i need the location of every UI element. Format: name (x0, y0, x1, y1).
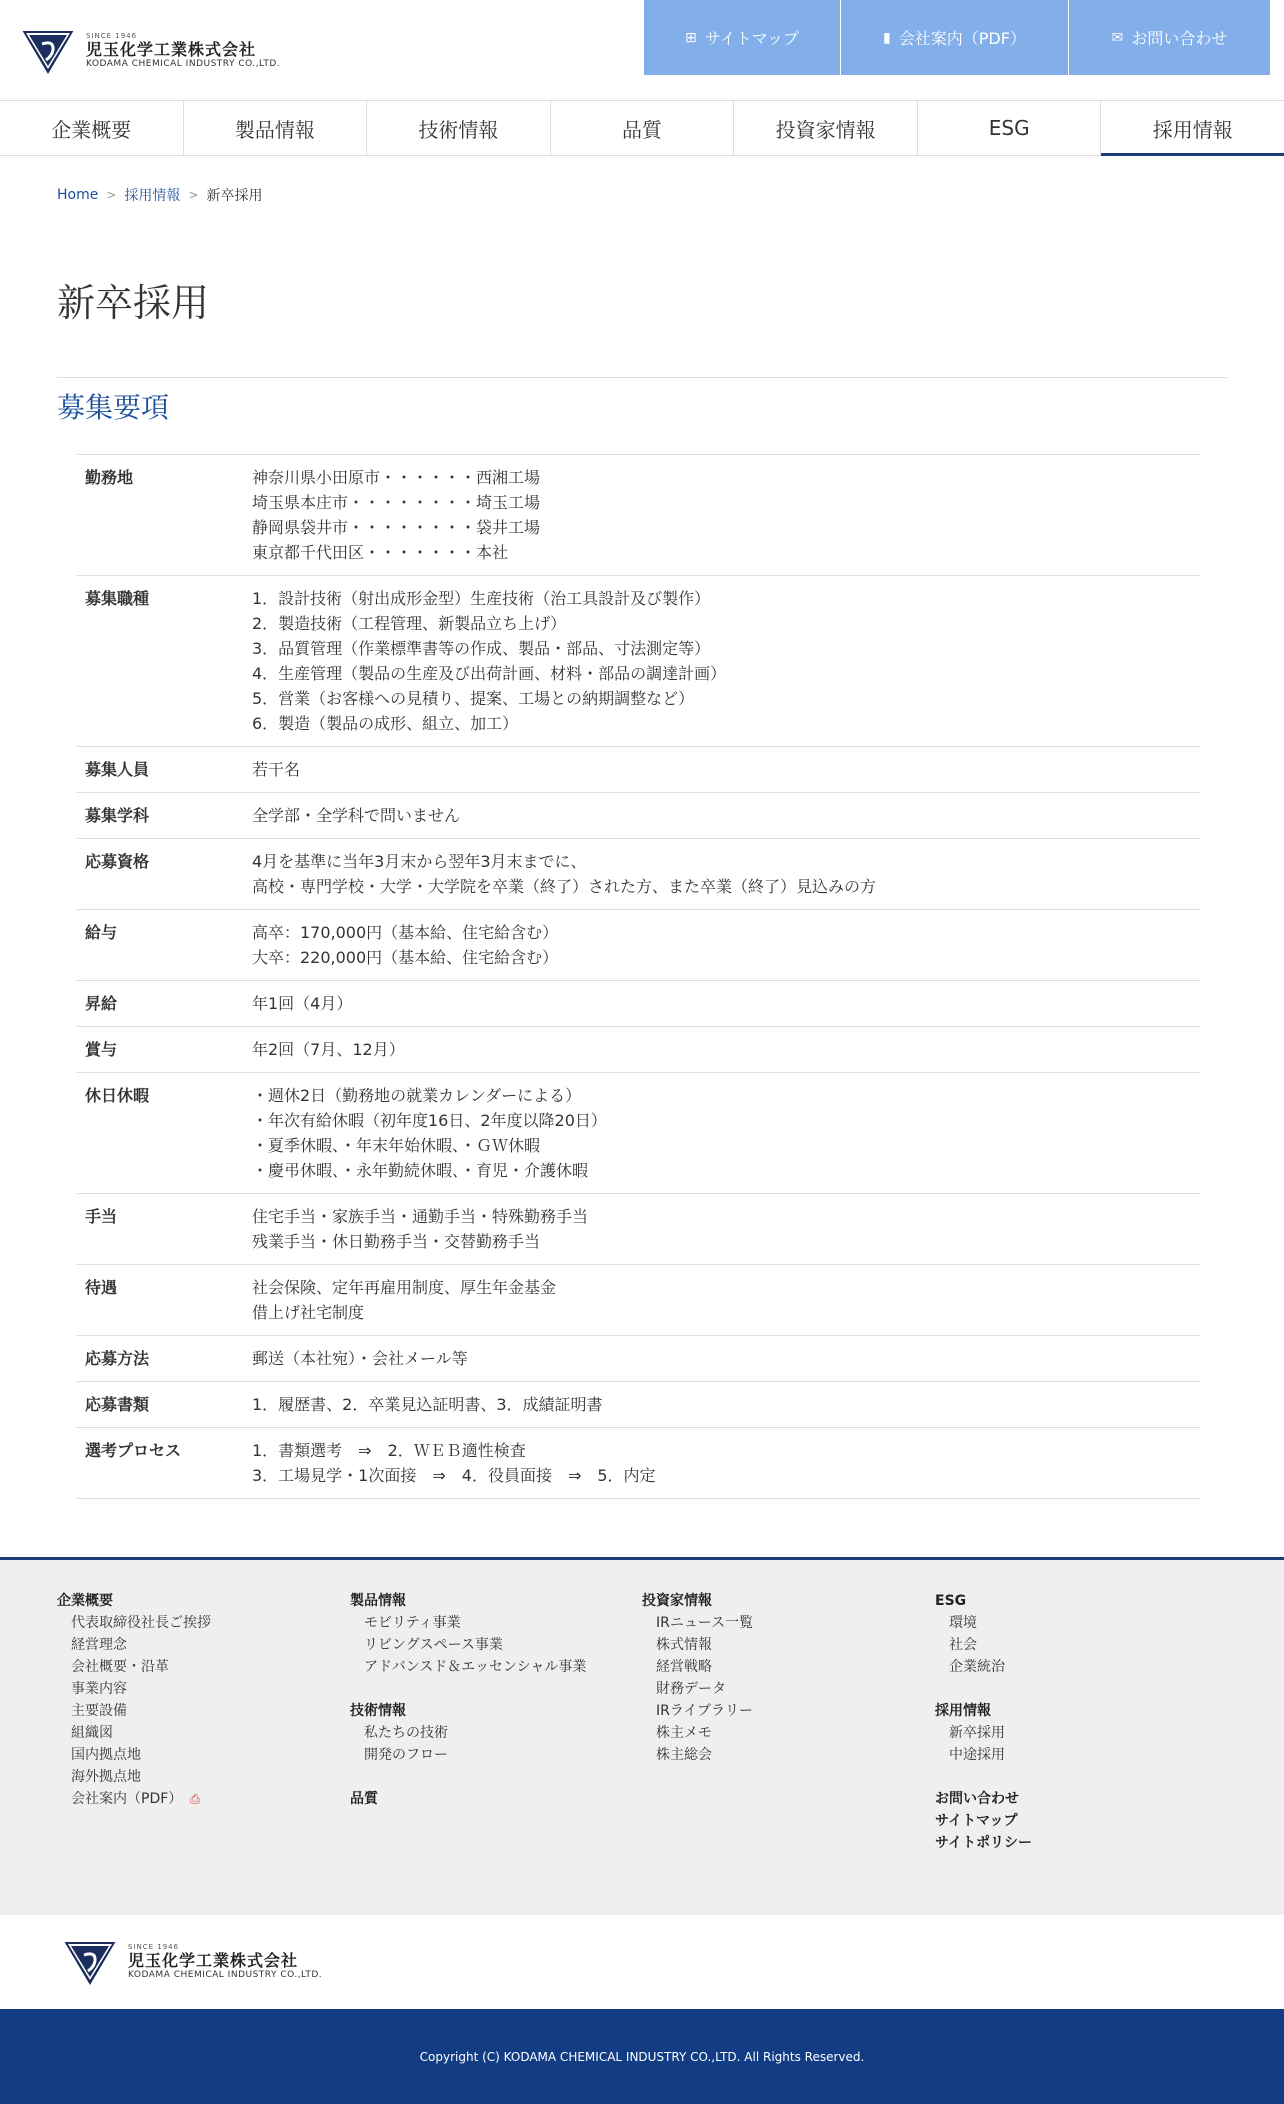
requirements-row (77, 839, 1200, 910)
requirements-value (252, 757, 1200, 782)
requirements-value-line: 1．設計技術（射出成形金型）生産技術（治工具設計及び製作） (252, 589, 711, 608)
mail-icon: ✉ (1111, 29, 1124, 46)
requirements-value (252, 465, 1200, 565)
requirements-value (252, 991, 1200, 1016)
footer-link[interactable] (57, 1722, 211, 1744)
footer-link[interactable] (935, 1744, 1032, 1766)
kodama-logo-icon (20, 24, 76, 76)
requirements-value-line: ・年次有給休暇（初年度16日、2年度以降20日） (252, 1111, 607, 1130)
footer-link[interactable] (935, 1656, 1032, 1678)
requirements-value-line: 5．営業（お客様への見積り、提案、工場との納期調整など） (252, 689, 695, 708)
footer-head-misc[interactable]: サイトポリシー (935, 1835, 1033, 1851)
footer-link[interactable] (642, 1744, 753, 1766)
footer-col-esg (935, 1590, 1032, 1854)
footer-link[interactable] (642, 1612, 753, 1634)
company-pdf-link[interactable] (840, 0, 1068, 75)
footer-link-label: 株主総会 (656, 1747, 712, 1763)
footer-link[interactable] (350, 1656, 586, 1678)
requirements-label: 募集職種 (85, 589, 150, 608)
requirements-label: 応募方法 (85, 1349, 150, 1368)
nav-item-products[interactable]: 製品情報 (184, 101, 368, 155)
requirements-value-line: ・週休2日（勤務地の就業カレンダーによる） (252, 1086, 582, 1105)
sitemap-icon: ⊞ (685, 29, 697, 46)
requirements-label: 給与 (85, 923, 118, 942)
requirements-value-line: 年2回（7月、12月） (252, 1040, 405, 1059)
requirements-label: 昇給 (85, 994, 118, 1013)
footer-link[interactable] (350, 1612, 586, 1634)
breadcrumb-separator: > (188, 188, 199, 202)
footer-head-quality[interactable]: 品質 (350, 1791, 378, 1807)
requirements-value (252, 1346, 1200, 1371)
requirements-label: 募集学科 (85, 806, 150, 825)
breadcrumb-home[interactable]: Home (57, 187, 99, 203)
requirements-value (252, 920, 1200, 970)
requirements-value-line: 残業手当・休日勤務手当・交替勤務手当 (252, 1232, 541, 1251)
footer-col-products (350, 1590, 586, 1810)
footer-link-label: IRライブラリー (656, 1703, 754, 1719)
footer-link[interactable] (57, 1744, 211, 1766)
requirements-value-line: 1．履歴書、2．卒業見込証明書、3．成績証明書 (252, 1395, 603, 1414)
nav-item-investors[interactable]: 投資家情報 (734, 101, 918, 155)
footer-link[interactable] (935, 1612, 1032, 1634)
requirements-row (77, 1382, 1200, 1428)
contact-link[interactable] (1068, 0, 1270, 75)
requirements-value (252, 803, 1200, 828)
requirements-label: 手当 (85, 1207, 118, 1226)
footer-link[interactable] (642, 1634, 753, 1656)
requirements-value-line: 神奈川県小田原市・・・・・・西湘工場 (252, 468, 541, 487)
footer-link-label: 株式情報 (656, 1637, 712, 1653)
requirements-row (77, 1428, 1200, 1499)
footer-logo[interactable] (62, 1935, 322, 1987)
requirements-value (252, 849, 1200, 899)
section-title: 募集要項 (57, 391, 170, 424)
footer-link-label: 経営戦略 (656, 1659, 712, 1675)
breadcrumb-recruit[interactable]: 採用情報 (124, 188, 181, 204)
footer-link-label: リビングスペース事業 (364, 1637, 503, 1653)
footer-logo-name-en: KODAMA CHEMICAL INDUSTRY CO.,LTD. (128, 1970, 323, 1980)
footer-head-misc[interactable]: サイトマップ (935, 1813, 1018, 1829)
copyright-text: Copyright (C) KODAMA CHEMICAL INDUSTRY CO.,LTD. All Rights Reserved. (419, 2049, 865, 2064)
sitemap-link-label: サイトマップ (704, 29, 799, 48)
sitemap-link[interactable] (644, 0, 840, 75)
requirements-label: 応募資格 (85, 852, 150, 871)
footer-col-investors (642, 1590, 753, 1766)
footer-head-esg[interactable]: ESG (935, 1593, 967, 1609)
footer-link-label: 中途採用 (949, 1747, 1005, 1763)
footer-link[interactable] (57, 1700, 211, 1722)
nav-item-company[interactable]: 企業概要 (0, 101, 184, 155)
requirements-value-line: 3．品質管理（作業標準書等の作成、製品・部品、寸法測定等） (252, 639, 711, 658)
footer-logo-name-ja: 児玉化学工業株式会社 (128, 1951, 299, 1970)
top-links (644, 0, 1270, 75)
nav-item-esg[interactable]: ESG (918, 101, 1102, 155)
requirements-value-line: 若干名 (252, 760, 301, 779)
footer-link[interactable] (935, 1634, 1032, 1656)
footer-logo-since: SINCE 1946 (128, 1943, 180, 1951)
requirements-value (252, 1438, 1200, 1488)
footer-link-label: 環境 (949, 1615, 977, 1631)
footer-link-label: 財務データ (656, 1681, 726, 1697)
nav-item-recruit[interactable]: 採用情報 (1101, 101, 1284, 155)
requirements-value-line: 大卒：220,000円（基本給、住宅給含む） (252, 948, 559, 967)
pdf-icon: ⎙ (190, 1792, 200, 1806)
requirements-value-line: 借上げ社宅制度 (252, 1303, 365, 1322)
footer-link[interactable] (57, 1634, 211, 1656)
breadcrumb-current: 新卒採用 (206, 188, 263, 204)
requirements-label: 待遇 (85, 1278, 118, 1297)
requirements-label: 休日休暇 (85, 1086, 150, 1105)
footer-link[interactable] (350, 1722, 586, 1744)
requirements-value-line: 住宅手当・家族手当・通勤手当・特殊勤務手当 (252, 1207, 589, 1226)
document-icon: ▮ (883, 29, 891, 46)
requirements-value-line: 静岡県袋井市・・・・・・・・袋井工場 (252, 518, 541, 537)
requirements-row (77, 910, 1200, 981)
requirements-value-line: 年1回（4月） (252, 994, 353, 1013)
requirements-value-line: 高校・専門学校・大学・大学院を卒業（終了）された方、また卒業（終了）見込みの方 (252, 877, 877, 896)
footer-head-company[interactable]: 企業概要 (57, 1593, 113, 1609)
requirements-value-line: 2．製造技術（工程管理、新製品立ち上げ） (252, 614, 567, 633)
requirements-row (77, 981, 1200, 1027)
requirements-value-line: ・夏季休暇、・年末年始休暇、・ＧＷ休暇 (252, 1136, 541, 1155)
requirements-value-line: ・慶弔休暇、・永年勤続休暇、・育児・介護休暇 (252, 1161, 589, 1180)
requirements-value-line: 1．書類選考 ⇒ 2．ＷＥＢ適性検査 (252, 1441, 526, 1460)
footer-link[interactable] (350, 1744, 586, 1766)
footer-head-recruit[interactable]: 採用情報 (935, 1703, 991, 1719)
requirements-row (77, 747, 1200, 793)
global-nav (0, 100, 1284, 156)
footer-link[interactable] (935, 1722, 1032, 1744)
requirements-value (252, 1037, 1200, 1062)
footer-link-label: 会社案内（PDF） (71, 1791, 183, 1807)
footer-link-label: 新卒採用 (949, 1725, 1005, 1741)
requirements-label: 選考プロセス (85, 1441, 182, 1460)
footer-link[interactable] (57, 1678, 211, 1700)
footer-link[interactable] (642, 1722, 753, 1744)
footer-link-label: 事業内容 (71, 1681, 127, 1697)
requirements-label: 応募書類 (85, 1395, 150, 1414)
footer-link-label: 社会 (949, 1637, 977, 1653)
logo-name-ja: 児玉化学工業株式会社 (86, 40, 257, 59)
requirements-row (77, 1265, 1200, 1336)
requirements-value-line: 社会保険、定年再雇用制度、厚生年金基金 (252, 1278, 557, 1297)
company-pdf-link-label: 会社案内（PDF） (898, 29, 1026, 48)
breadcrumb-separator: > (106, 188, 117, 202)
requirements-value (252, 1204, 1200, 1254)
requirements-value-line: 6．製造（製品の成形、組立、加工） (252, 714, 519, 733)
footer-link-label: 株主メモ (656, 1725, 712, 1741)
requirements-row (77, 455, 1200, 576)
footer-link-label: 企業統治 (949, 1659, 1005, 1675)
logo-since: SINCE 1946 (86, 32, 138, 40)
requirements-label: 募集人員 (85, 760, 150, 779)
footer-head-investors[interactable]: 投資家情報 (642, 1593, 712, 1609)
requirements-value-line: 全学部・全学科で問いません (252, 806, 461, 825)
footer-col-company (57, 1590, 211, 1810)
site-logo[interactable] (20, 24, 280, 76)
contact-link-label: お問い合わせ (1131, 29, 1228, 48)
footer-link-label: 開発のフロー (364, 1747, 448, 1763)
requirements-value-line: 埼玉県本庄市・・・・・・・・埼玉工場 (252, 493, 541, 512)
logo-name-en: KODAMA CHEMICAL INDUSTRY CO.,LTD. (86, 59, 281, 69)
requirements-value-line: 4月を基準に当年3月末から翌年3月末までに、 (252, 852, 587, 871)
footer-link-label: 代表取締役社長ご挨拶 (71, 1615, 211, 1631)
requirements-value (252, 1392, 1200, 1417)
footer-link[interactable] (642, 1656, 753, 1678)
requirements-value (252, 1275, 1200, 1325)
requirements-value-line: 郵送（本社宛）・会社メール等 (252, 1349, 468, 1368)
requirements-row (77, 576, 1200, 747)
requirements-value (252, 1083, 1200, 1183)
nav-item-quality[interactable]: 品質 (551, 101, 735, 155)
requirements-label: 賞与 (85, 1040, 118, 1059)
site-header (0, 0, 1284, 100)
footer-link-label: アドバンスド＆エッセンシャル事業 (364, 1659, 587, 1675)
footer-link-label: IRニュース一覧 (656, 1615, 754, 1631)
footer-head-misc[interactable]: お問い合わせ (935, 1791, 1019, 1807)
requirements-value-line: 東京都千代田区・・・・・・・本社 (252, 543, 509, 562)
site-footer (0, 1557, 1284, 1915)
requirements-label: 勤務地 (85, 468, 134, 487)
footer-link[interactable] (642, 1678, 753, 1700)
footer-link[interactable] (350, 1634, 586, 1656)
requirements-row (77, 1336, 1200, 1382)
footer-head-technology[interactable]: 技術情報 (350, 1703, 406, 1719)
footer-link[interactable] (57, 1612, 211, 1634)
footer-link[interactable] (57, 1656, 211, 1678)
title-divider (57, 377, 1227, 378)
footer-link-label: 国内拠点地 (71, 1747, 141, 1763)
footer-link[interactable] (642, 1700, 753, 1722)
breadcrumb (57, 185, 262, 205)
requirements-value (252, 586, 1200, 736)
footer-link[interactable] (57, 1788, 211, 1810)
footer-link-label: 海外拠点地 (71, 1769, 141, 1785)
requirements-value-line: 3．工場見学・1次面接 ⇒ 4．役員面接 ⇒ 5．内定 (252, 1466, 656, 1485)
footer-head-products[interactable]: 製品情報 (350, 1593, 406, 1609)
kodama-logo-icon (62, 1935, 118, 1987)
page-title: 新卒採用 (57, 281, 210, 325)
footer-link-label: モビリティ事業 (364, 1615, 461, 1631)
copyright-bar (0, 2009, 1284, 2104)
requirements-value-line: 高卒：170,000円（基本給、住宅給含む） (252, 923, 559, 942)
footer-link-label: 私たちの技術 (364, 1725, 448, 1741)
nav-item-technology[interactable]: 技術情報 (367, 101, 551, 155)
footer-link[interactable] (57, 1766, 211, 1788)
requirements-table (77, 454, 1200, 1499)
requirements-row (77, 1027, 1200, 1073)
requirements-row (77, 793, 1200, 839)
footer-link-label: 会社概要・沿革 (71, 1659, 169, 1675)
requirements-value-line: 4．生産管理（製品の生産及び出荷計画、材料・部品の調達計画） (252, 664, 727, 683)
requirements-row (77, 1073, 1200, 1194)
footer-link-label: 主要設備 (71, 1703, 127, 1719)
footer-link-label: 経営理念 (71, 1637, 127, 1653)
requirements-row (77, 1194, 1200, 1265)
footer-link-label: 組織図 (71, 1725, 113, 1741)
